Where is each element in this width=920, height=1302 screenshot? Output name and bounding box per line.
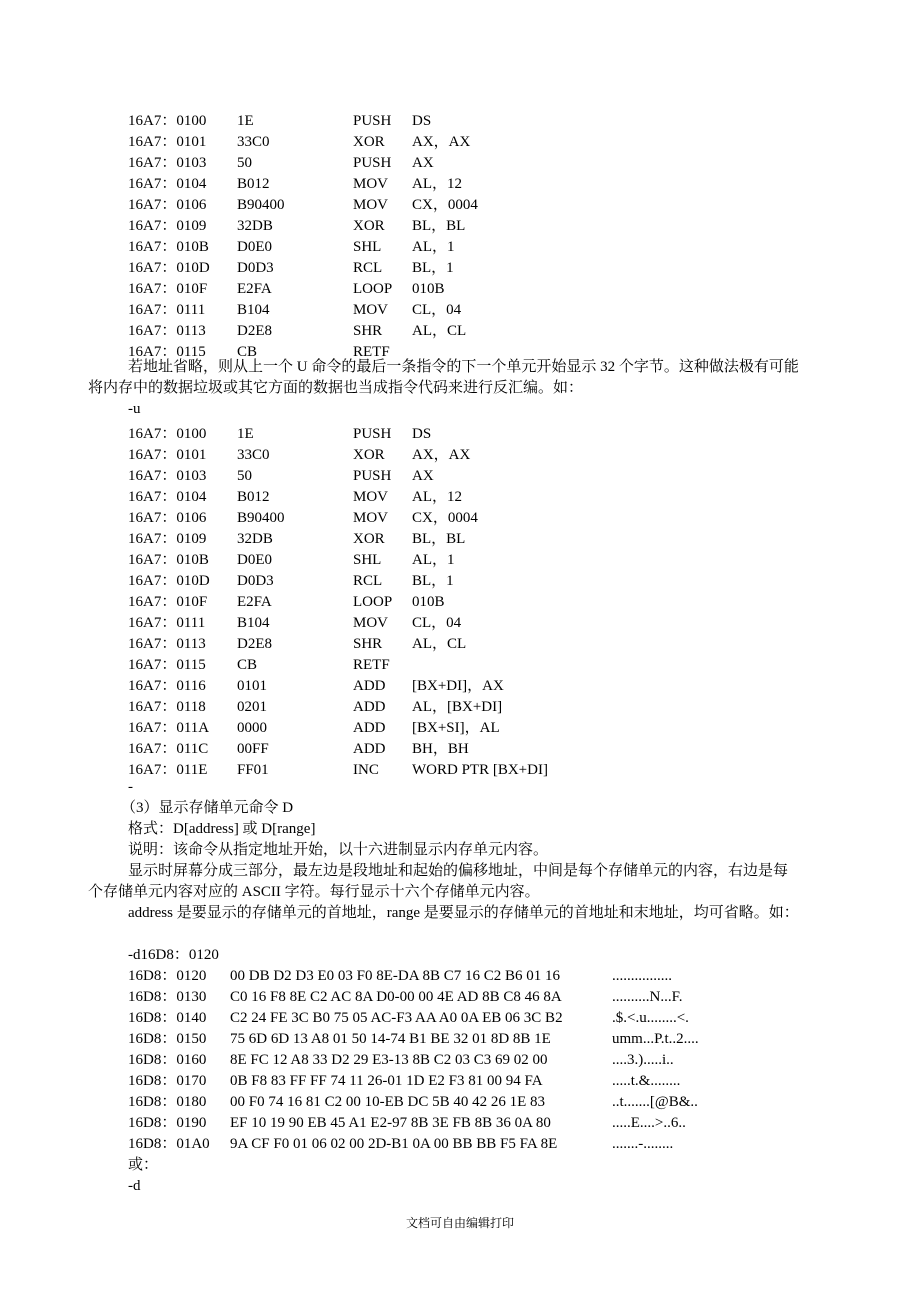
asm-address: 16A7：010F bbox=[128, 281, 208, 297]
dump-ascii: .$.<.u........<. bbox=[612, 1010, 689, 1026]
asm-address: 16A7：0103 bbox=[128, 468, 207, 484]
asm-opcode: B104 bbox=[237, 615, 270, 631]
asm-opcode: B012 bbox=[237, 176, 270, 192]
asm-opcode: 50 bbox=[237, 468, 252, 484]
asm-mnemonic: ADD bbox=[353, 678, 386, 694]
asm-operands: AL，[BX+DI] bbox=[412, 699, 503, 715]
asm-operands: AX bbox=[412, 468, 434, 484]
dump-ascii: ................ bbox=[612, 968, 672, 984]
asm-operands: CX，0004 bbox=[412, 197, 478, 213]
asm-opcode: 33C0 bbox=[237, 447, 270, 463]
asm-mnemonic: RCL bbox=[353, 260, 383, 276]
dump-bytes: 8E FC 12 A8 33 D2 29 E3-13 8B C2 03 C3 69 02 00 bbox=[230, 1052, 548, 1068]
asm-address: 16A7：011A bbox=[128, 720, 210, 736]
asm-opcode: 50 bbox=[237, 155, 252, 171]
asm-operands: AL，CL bbox=[412, 323, 467, 339]
asm-mnemonic: SHR bbox=[353, 323, 383, 339]
dump-bytes: 00 F0 74 16 81 C2 00 10-EB DC 5B 40 42 26 1E 83 bbox=[230, 1094, 546, 1110]
asm-mnemonic: ADD bbox=[353, 699, 386, 715]
asm-address: 16A7：0100 bbox=[128, 426, 207, 442]
asm-address: 16A7：0115 bbox=[128, 657, 206, 673]
dump-address: 16D8：0180 bbox=[128, 1094, 207, 1110]
dump-bytes: 9A CF F0 01 06 02 00 2D-B1 0A 00 BB BB F5 FA 8E bbox=[230, 1136, 558, 1152]
dump-address: 16D8：0190 bbox=[128, 1115, 207, 1131]
asm-mnemonic: PUSH bbox=[353, 468, 392, 484]
asm-address: 16A7：0115 bbox=[128, 344, 206, 360]
asm-operands: WORD PTR [BX+DI] bbox=[412, 762, 548, 778]
asm-address: 16A7：0104 bbox=[128, 176, 207, 192]
asm-address: 16A7：0103 bbox=[128, 155, 207, 171]
dump-address: 16D8：0160 bbox=[128, 1052, 207, 1068]
dump-ascii: .......-........ bbox=[612, 1136, 674, 1152]
asm-address: 16A7：0109 bbox=[128, 531, 207, 547]
asm-opcode: CB bbox=[237, 657, 258, 673]
asm-address: 16A7：0111 bbox=[128, 302, 206, 318]
asm-opcode: 0101 bbox=[237, 678, 267, 694]
page-footer: 文档可自由编辑打印 bbox=[405, 1216, 514, 1230]
paragraph-line: address 是要显示的存储单元的首地址，range 是要显示的存储单元的首地址和末地址，均可省略。如： bbox=[128, 905, 799, 921]
asm-opcode: 0201 bbox=[237, 699, 267, 715]
asm-opcode: B90400 bbox=[237, 197, 285, 213]
asm-mnemonic: MOV bbox=[353, 510, 389, 526]
asm-opcode: FF01 bbox=[237, 762, 269, 778]
asm-opcode: 33C0 bbox=[237, 134, 270, 150]
asm-mnemonic: INC bbox=[353, 762, 379, 778]
asm-mnemonic: XOR bbox=[353, 218, 385, 234]
asm-opcode: 32DB bbox=[237, 531, 273, 547]
asm-mnemonic: MOV bbox=[353, 302, 389, 318]
asm-opcode: 1E bbox=[237, 113, 254, 129]
format-text: 格式：D[address] 或 D[range] bbox=[128, 821, 316, 837]
asm-mnemonic: PUSH bbox=[353, 113, 392, 129]
asm-opcode: B104 bbox=[237, 302, 270, 318]
asm-opcode: D0D3 bbox=[237, 573, 274, 589]
asm-opcode: 32DB bbox=[237, 218, 273, 234]
asm-address: 16A7：011C bbox=[128, 741, 209, 757]
asm-mnemonic: RETF bbox=[353, 344, 390, 360]
asm-operands: 010B bbox=[412, 281, 445, 297]
asm-operands: AX，AX bbox=[412, 447, 471, 463]
asm-operands: DS bbox=[412, 113, 432, 129]
asm-operands: BL，1 bbox=[412, 573, 454, 589]
asm-mnemonic: RCL bbox=[353, 573, 383, 589]
dump-ascii: ....3.).....i.. bbox=[612, 1052, 674, 1068]
asm-address: 16A7：0106 bbox=[128, 510, 207, 526]
asm-opcode: D0E0 bbox=[237, 552, 272, 568]
asm-operands: AX，AX bbox=[412, 134, 471, 150]
asm-opcode: D0E0 bbox=[237, 239, 272, 255]
asm-mnemonic: SHL bbox=[353, 552, 382, 568]
asm-operands: AX bbox=[412, 155, 434, 171]
asm-mnemonic: MOV bbox=[353, 176, 389, 192]
dump-ascii: ..t.......[@B&.. bbox=[612, 1094, 698, 1110]
asm-operands: AL，12 bbox=[412, 489, 462, 505]
asm-opcode: B90400 bbox=[237, 510, 285, 526]
dump-ascii: ..........N...F. bbox=[612, 989, 683, 1005]
dump-bytes: C0 16 F8 8E C2 AC 8A D0-00 00 4E AD 8B C8 46 8A bbox=[230, 989, 562, 1005]
asm-mnemonic: XOR bbox=[353, 134, 385, 150]
asm-mnemonic: SHL bbox=[353, 239, 382, 255]
asm-mnemonic: ADD bbox=[353, 741, 386, 757]
command-text: -d bbox=[128, 1178, 141, 1194]
asm-address: 16A7：010D bbox=[128, 260, 210, 276]
asm-operands: [BX+DI]，AX bbox=[412, 678, 504, 694]
dump-address: 16D8：0170 bbox=[128, 1073, 207, 1089]
asm-opcode: B012 bbox=[237, 489, 270, 505]
dump-address: 16D8：0130 bbox=[128, 989, 207, 1005]
command-text: -d16D8：0120 bbox=[128, 947, 219, 963]
asm-mnemonic: PUSH bbox=[353, 155, 392, 171]
asm-address: 16A7：010B bbox=[128, 552, 209, 568]
asm-operands: AL，1 bbox=[412, 552, 455, 568]
asm-mnemonic: SHR bbox=[353, 636, 383, 652]
asm-operands: CX，0004 bbox=[412, 510, 478, 526]
asm-operands: BL，BL bbox=[412, 218, 466, 234]
asm-opcode: E2FA bbox=[237, 281, 272, 297]
asm-mnemonic: XOR bbox=[353, 447, 385, 463]
asm-operands: 010B bbox=[412, 594, 445, 610]
dump-bytes: EF 10 19 90 EB 45 A1 E2-97 8B 3E FB 8B 36 0A 80 bbox=[230, 1115, 551, 1131]
asm-mnemonic: MOV bbox=[353, 615, 389, 631]
command-text: -u bbox=[128, 401, 141, 417]
dump-ascii: umm...P.t..2.... bbox=[612, 1031, 699, 1047]
asm-opcode: E2FA bbox=[237, 594, 272, 610]
asm-mnemonic: ADD bbox=[353, 720, 386, 736]
asm-operands: CL，04 bbox=[412, 302, 462, 318]
or-text: 或： bbox=[128, 1157, 159, 1173]
dump-bytes: C2 24 FE 3C B0 75 05 AC-F3 AA A0 0A EB 06 3C B2 bbox=[230, 1010, 563, 1026]
prompt-text: - bbox=[128, 779, 133, 795]
asm-address: 16A7：0106 bbox=[128, 197, 207, 213]
asm-address: 16A7：0116 bbox=[128, 678, 206, 694]
asm-operands: [BX+SI]，AL bbox=[412, 720, 500, 736]
asm-operands: AL，CL bbox=[412, 636, 467, 652]
asm-address: 16A7：0118 bbox=[128, 699, 206, 715]
asm-opcode: D0D3 bbox=[237, 260, 274, 276]
asm-address: 16A7：0113 bbox=[128, 323, 206, 339]
asm-opcode: CB bbox=[237, 344, 258, 360]
asm-mnemonic: LOOP bbox=[353, 281, 393, 297]
section-title: （3）显示存储单元命令 D bbox=[121, 800, 294, 816]
asm-operands: AL，1 bbox=[412, 239, 455, 255]
asm-address: 16A7：0113 bbox=[128, 636, 206, 652]
description-text: 说明：该命令从指定地址开始，以十六进制显示内存单元内容。 bbox=[128, 842, 549, 858]
asm-address: 16A7：0104 bbox=[128, 489, 207, 505]
dump-address: 16D8：0140 bbox=[128, 1010, 207, 1026]
asm-address: 16A7：011E bbox=[128, 762, 208, 778]
asm-mnemonic: LOOP bbox=[353, 594, 393, 610]
asm-mnemonic: RETF bbox=[353, 657, 390, 673]
asm-address: 16A7：0111 bbox=[128, 615, 206, 631]
dump-address: 16D8：0150 bbox=[128, 1031, 207, 1047]
dump-bytes: 00 DB D2 D3 E0 03 F0 8E-DA 8B C7 16 C2 B6 01 16 bbox=[230, 968, 561, 984]
dump-bytes: 0B F8 83 FF FF 74 11 26-01 1D E2 F3 81 00 94 FA bbox=[230, 1073, 543, 1089]
asm-operands: BL，BL bbox=[412, 531, 466, 547]
asm-opcode: 00FF bbox=[237, 741, 269, 757]
dump-address: 16D8：0120 bbox=[128, 968, 207, 984]
asm-operands: DS bbox=[412, 426, 432, 442]
dump-ascii: .....t.&........ bbox=[612, 1073, 681, 1089]
asm-operands: BL，1 bbox=[412, 260, 454, 276]
dump-ascii: .....E....>..6.. bbox=[612, 1115, 686, 1131]
asm-mnemonic: MOV bbox=[353, 489, 389, 505]
asm-operands: BH，BH bbox=[412, 741, 469, 757]
asm-address: 16A7：0101 bbox=[128, 134, 207, 150]
asm-operands: AL，12 bbox=[412, 176, 462, 192]
asm-address: 16A7：010F bbox=[128, 594, 208, 610]
dump-address: 16D8：01A0 bbox=[128, 1136, 210, 1152]
asm-mnemonic: PUSH bbox=[353, 426, 392, 442]
asm-operands: CL，04 bbox=[412, 615, 462, 631]
asm-address: 16A7：0109 bbox=[128, 218, 207, 234]
paragraph-line: 将内存中的数据垃圾或其它方面的数据也当成指令代码来进行反汇编。如： bbox=[88, 380, 584, 396]
asm-opcode: 0000 bbox=[237, 720, 267, 736]
paragraph-line: 若地址省略，则从上一个 U 命令的最后一条指令的下一个单元开始显示 32 个字节。这种做法极有可能 bbox=[128, 359, 799, 375]
paragraph-line: 个存储单元内容对应的 ASCII 字符。每行显示十六个存储单元内容。 bbox=[88, 884, 540, 900]
asm-opcode: D2E8 bbox=[237, 636, 272, 652]
asm-address: 16A7：0101 bbox=[128, 447, 207, 463]
asm-opcode: 1E bbox=[237, 426, 254, 442]
dump-bytes: 75 6D 6D 13 A8 01 50 14-74 B1 BE 32 01 8D 8B 1E bbox=[230, 1031, 551, 1047]
asm-address: 16A7：010D bbox=[128, 573, 210, 589]
asm-opcode: D2E8 bbox=[237, 323, 272, 339]
asm-mnemonic: MOV bbox=[353, 197, 389, 213]
asm-address: 16A7：0100 bbox=[128, 113, 207, 129]
paragraph-line: 显示时屏幕分成三部分，最左边是段地址和起始的偏移地址，中间是每个存储单元的内容，右边是每 bbox=[128, 863, 789, 879]
asm-address: 16A7：010B bbox=[128, 239, 209, 255]
asm-mnemonic: XOR bbox=[353, 531, 385, 547]
